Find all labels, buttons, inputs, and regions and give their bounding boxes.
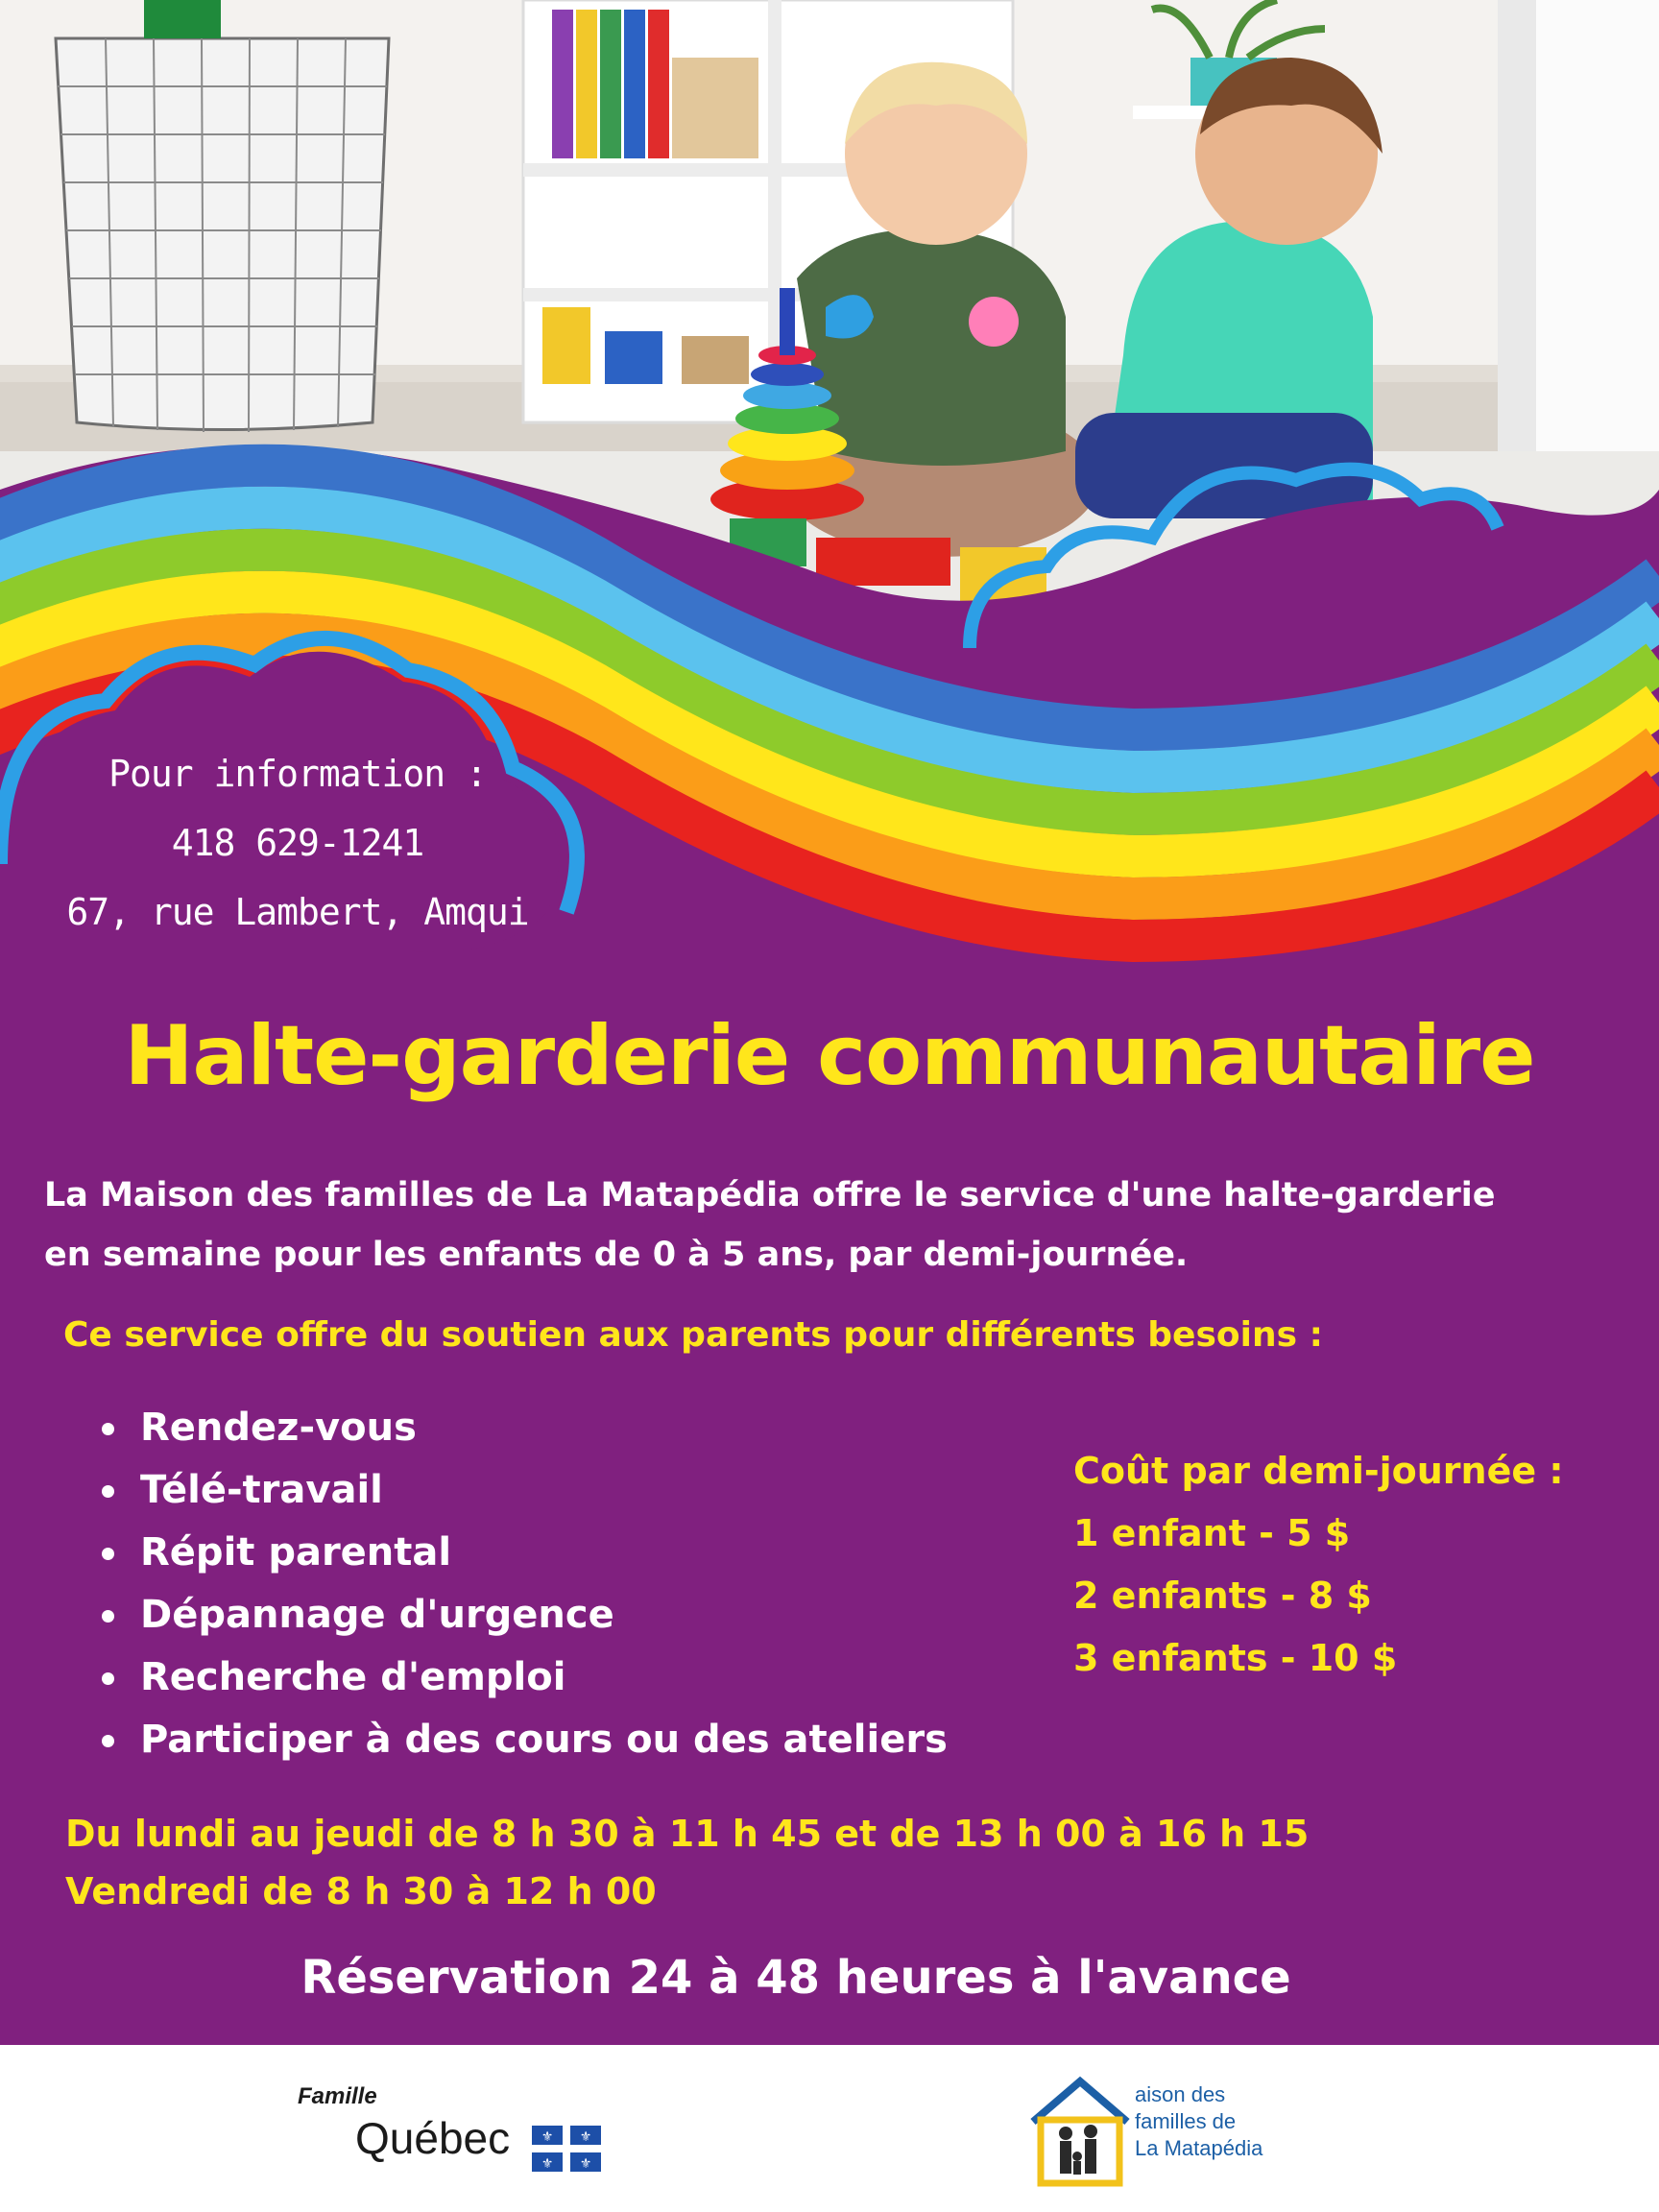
bullet-icon xyxy=(102,1610,114,1623)
needs-list xyxy=(96,1397,1018,1771)
rainbow-banner xyxy=(0,413,1659,1046)
hours-weekdays: Du lundi au jeudi de 8 h 30 à 11 h 45 et de 13 h 00 à 16 h 15 xyxy=(65,1813,1310,1855)
needs-item-label: Recherche d'emploi xyxy=(140,1655,566,1699)
famille-quebec-logo xyxy=(298,2083,614,2179)
cost-row: 2 enfants - 8 $ xyxy=(1073,1575,1372,1617)
cost-heading: Coût par demi-journée : xyxy=(1073,1450,1564,1492)
bullet-icon xyxy=(102,1423,114,1435)
maison-line-2: familles de xyxy=(1135,2109,1237,2133)
needs-item-label: Répit parental xyxy=(140,1530,452,1575)
bullet-icon xyxy=(102,1548,114,1560)
intro-line-1: La Maison des familles de La Matapédia offre le service d'une halte-garderie xyxy=(44,1176,1496,1214)
svg-text:⚜: ⚜ xyxy=(541,2129,554,2145)
maison-line-3: La Matapédia xyxy=(1135,2136,1263,2160)
intro-paragraph xyxy=(44,1166,1619,1285)
reservation-notice: Réservation 24 à 48 heures à l'avance xyxy=(301,1951,1291,2005)
contact-info xyxy=(38,739,557,947)
famille-quebec-big: Québec xyxy=(355,2113,511,2163)
needs-list-item xyxy=(96,1647,1018,1709)
needs-item-label: Dépannage d'urgence xyxy=(140,1593,614,1637)
famille-quebec-small: Famille xyxy=(298,2083,377,2109)
cost-block xyxy=(1073,1440,1649,1690)
rainbow-graphic xyxy=(0,413,1659,1046)
maison-familles-text xyxy=(1135,2081,1262,2162)
needs-heading: Ce service offre du soutien aux parents pour différents besoins : xyxy=(63,1315,1323,1355)
laundry-basket xyxy=(56,0,389,432)
needs-list-item xyxy=(96,1397,1018,1459)
needs-item-label: Rendez-vous xyxy=(140,1406,417,1450)
hours-friday: Vendredi de 8 h 30 à 12 h 00 xyxy=(65,1870,657,1912)
maison-familles-logo xyxy=(1027,2074,1373,2199)
maison-line-1: aison des xyxy=(1135,2082,1226,2106)
footer xyxy=(0,2045,1659,2212)
cost-row: 1 enfant - 5 $ xyxy=(1073,1512,1351,1554)
svg-text:⚜: ⚜ xyxy=(579,2129,592,2145)
needs-item-label: Télé-travail xyxy=(140,1468,383,1512)
svg-text:⚜: ⚜ xyxy=(541,2156,554,2172)
needs-list-item xyxy=(96,1522,1018,1584)
contact-heading: Pour information : xyxy=(108,753,487,795)
hours-block xyxy=(65,1805,1640,1920)
page-title: Halte-garderie communautaire xyxy=(124,1008,1535,1104)
needs-list-item xyxy=(96,1584,1018,1647)
contact-address: 67, rue Lambert, Amqui xyxy=(66,891,529,933)
bullet-icon xyxy=(102,1672,114,1685)
cost-row: 3 enfants - 10 $ xyxy=(1073,1637,1398,1679)
house-family-icon xyxy=(1027,2074,1133,2189)
svg-text:⚜: ⚜ xyxy=(579,2156,592,2172)
bullet-icon xyxy=(102,1735,114,1747)
intro-line-2: en semaine pour les enfants de 0 à 5 ans, par demi-journée. xyxy=(44,1236,1189,1274)
needs-list-item xyxy=(96,1709,1018,1771)
bullet-icon xyxy=(102,1485,114,1498)
needs-list-item xyxy=(96,1459,1018,1522)
quebec-flag-icon xyxy=(532,2126,601,2172)
contact-phone: 418 629-1241 xyxy=(171,822,424,864)
needs-item-label: Participer à des cours ou des ateliers xyxy=(140,1718,948,1762)
